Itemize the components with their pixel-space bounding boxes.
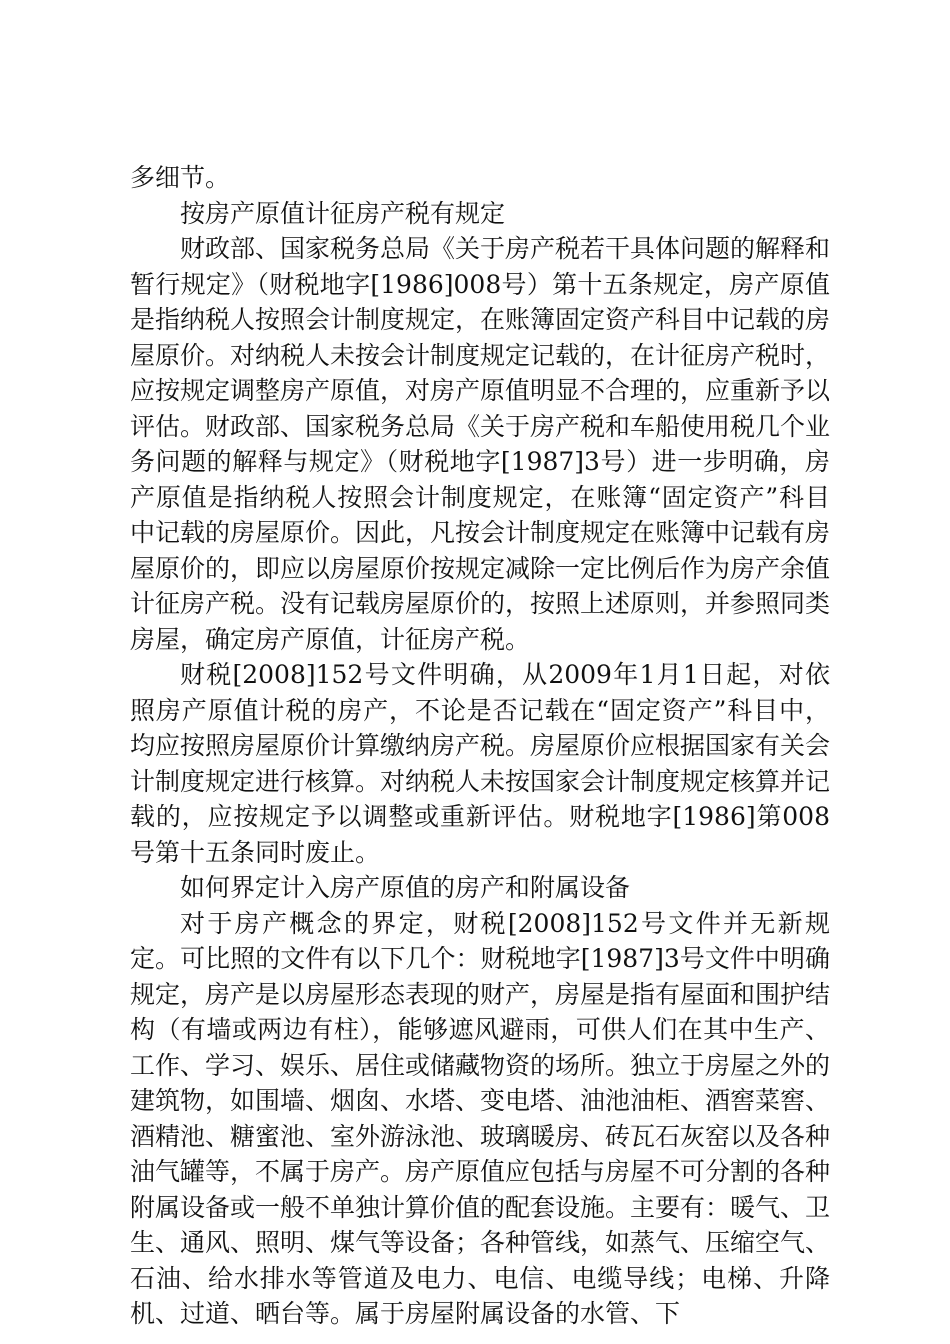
- paragraph-property-definition: 对于房产概念的界定，财税[2008]152号文件并无新规定。可比照的文件有以下几个：财税地字[1987]3号文件中明确规定，房产是以房屋形态表现的财产，房屋是指有屋面和围护结构（有墙或两边有柱），能够遮风避雨，可供人们在其中生产、工作、学习、娱乐、居住或储藏物资的场所。独立于房屋之外的建筑物，如围墙、烟囱、水塔、变电塔、油池油柜、酒窖菜窖、酒精池、糖蜜池、室外游泳池、玻璃暖房、砖瓦石灰窑以及各种油气罐等，不属于房产。房产原值应包括与房屋不可分割的各种附属设备或一般不单独计算价值的配套设施。主要有：暖气、卫生、通风、照明、煤气等设备；各种管线，如蒸气、压缩空气、石油、给水排水等管道及电力、电信、电缆导线；电梯、升降机、过道、晒台等。属于房屋附属设备的水管、下: [130, 908, 831, 1328]
- paragraph-regulation-2008: 财税[2008]152号文件明确，从2009年1月1日起，对依照房产原值计税的房产，不论是否记载在“固定资产”科目中，均应按照房屋原价计算缴纳房产税。房屋原价应根据国家有关会计制度规定进行核算。对纳税人未按国家会计制度规定核算并记载的，应按规定予以调整或重新评估。财税地字[1986]第008号第十五条同时废止。: [130, 660, 831, 867]
- section-heading-original-value: 按房产原值计征房产税有规定: [180, 198, 506, 228]
- paragraph-continuation: 多细节。: [130, 163, 231, 192]
- paragraph-regulation-1986: 财政部、国家税务总局《关于房产税若干具体问题的解释和暂行规定》（财税地字[1986]008号）第十五条规定，房产原值是指纳税人按照会计制度规定，在账簿固定资产科目中记载的房屋原价。对纳税人未按会计制度规定记载的，在计征房产税时，应按规定调整房产原值，对房产原值明显不合理的，应重新予以评估。财政部、国家税务总局《关于房产税和车船使用税几个业务问题的解释与规定》（财税地字[1987]3号）进一步明确，房产原值是指纳税人按照会计制度规定，在账簿“固定资产”科目中记载的房屋原价。因此，凡按会计制度规定在账簿中记载有房屋原价的，即应以房屋原价按规定减除一定比例后作为房产余值计征房产税。没有记载房屋原价的，按照上述原则，并参照同类房屋，确定房产原值，计征房产税。: [130, 234, 831, 654]
- document-body: [130, 160, 830, 1332]
- section-heading-property-definition: 如何界定计入房产原值的房产和附属设备: [180, 873, 631, 902]
